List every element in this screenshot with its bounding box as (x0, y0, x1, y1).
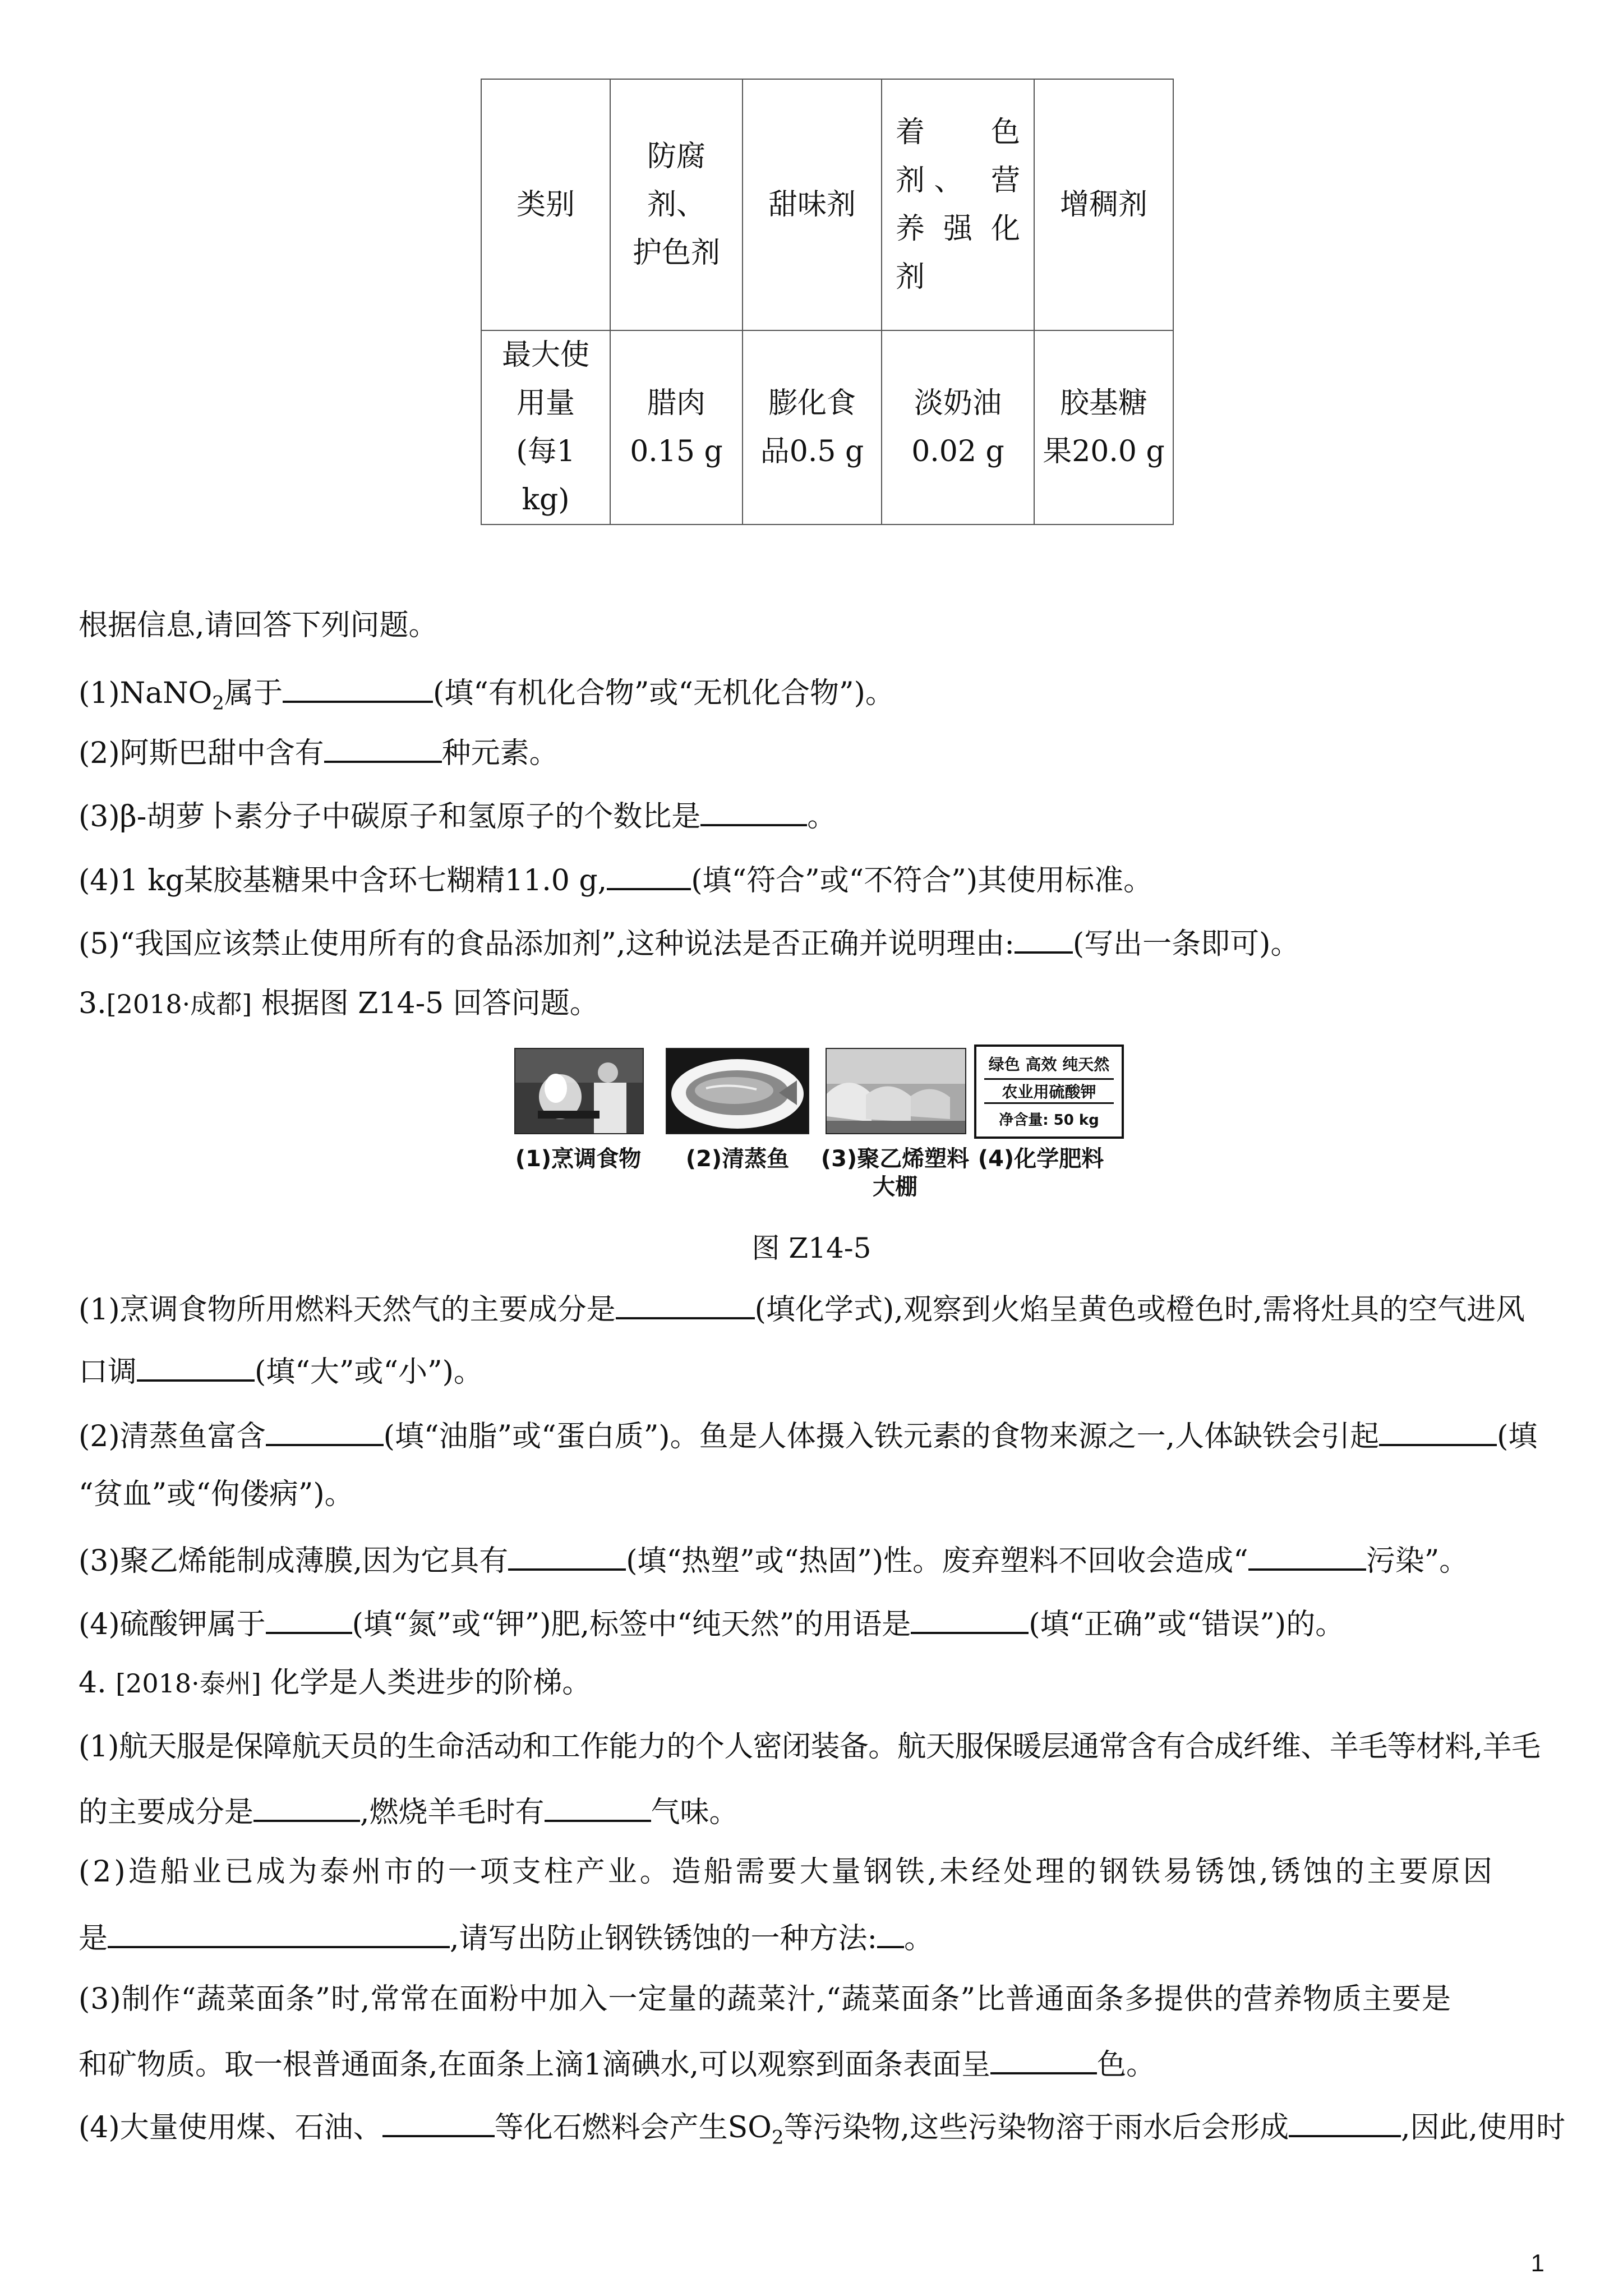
table-header-row (481, 79, 1173, 330)
q4-part4: (4)大量使用煤、石油、 等化石燃料会产生$SO_2$等污染物,这些污染物溶于雨水后会形成 ,因此,使用时 (79, 2104, 1548, 2158)
answer-blank[interactable] (607, 857, 691, 890)
figure-title: 图 Z14-5 (751, 1232, 872, 1264)
chef-cooking-image (515, 1049, 643, 1133)
answer-blank[interactable] (508, 1537, 626, 1571)
answer-blank[interactable] (283, 669, 433, 703)
greenhouse-image (827, 1049, 965, 1133)
table-cell: 甜味剂 (743, 79, 882, 330)
table-cell: 防腐剂、 护色剂 (610, 79, 743, 330)
figure-caption: (3)聚乙烯塑料 (820, 1146, 970, 1172)
answer-blank[interactable] (545, 1788, 651, 1822)
additives-table (481, 79, 1174, 525)
answer-blank[interactable] (382, 2104, 495, 2137)
answer-blank[interactable] (253, 1788, 360, 1822)
q2-part4: (4)1 kg某胶基糖果中含环七糊精11.0 g, (填“符合”或“不符合”)其使用标准。 (79, 857, 1548, 901)
fish-photo (666, 1048, 809, 1134)
q2-part5: (5)“我国应该禁止使用所有的食品添加剂”,这种说法是否正确并说明理由: (写出一条即可)。 (79, 920, 1548, 965)
answer-blank[interactable] (990, 2041, 1097, 2074)
q3-part1-cont: 口调 (填“大”或“小”)。 (79, 1348, 1548, 1393)
answer-blank[interactable] (1015, 920, 1073, 954)
table-cell: 增稠剂 (1034, 79, 1173, 330)
greenhouse-photo (826, 1048, 966, 1134)
q2-intro: 根据信息,请回答下列问题。 (79, 609, 438, 642)
q3-part1: (1)烹调食物所用燃料天然气的主要成分是 (填化学式),观察到火焰呈黄色或橙色时,需将灶具的空气进风 (79, 1286, 1548, 1331)
figure-caption: (2)清蒸鱼 (685, 1146, 790, 1172)
answer-blank[interactable] (1248, 1537, 1366, 1571)
page-number: 1 (1530, 2249, 1544, 2277)
table-row (481, 330, 1173, 524)
q4-stem: 4. [2018·泰州] 化学是人类进步的阶梯。 (79, 1666, 592, 1700)
figure-caption: (1)烹调食物 (515, 1146, 642, 1172)
q4-part3-cont: 和矿物质。取一根普通面条,在面条上滴1滴碘水,可以观察到面条表面呈 色。 (79, 2041, 1548, 2086)
fertilizer-label: 绿色 高效 纯天然 农业用硫酸钾 净含量: 50 kg (974, 1045, 1124, 1139)
answer-blank[interactable] (324, 729, 442, 763)
answer-blank[interactable] (266, 1600, 352, 1634)
figure-caption: 大棚 (873, 1174, 917, 1200)
answer-blank[interactable] (1379, 1412, 1497, 1446)
table-cell: 腊肉 0.15 g (610, 330, 743, 524)
q2-part3: (3)β-胡萝卜素分子中碳原子和氢原子的个数比是 。 (79, 793, 1548, 838)
answer-blank[interactable] (266, 1412, 384, 1446)
q3-stem: 3.[2018·成都] 根据图 Z14-5 回答问题。 (79, 987, 599, 1020)
q4-part1: (1)航天服是保障航天员的生命活动和工作能力的个人密闭装备。航天服保暖层通常含有合成纤维、羊毛等材料,羊毛 (79, 1730, 1541, 1764)
q3-part4: (4)硫酸钾属于 (填“氮”或“钾”)肥,标签中“纯天然”的用语是 (填“正确”或“错误”)的。 (79, 1600, 1548, 1645)
q3-part3: (3)聚乙烯能制成薄膜,因为它具有 (填“热塑”或“热固”)性。废弃塑料不回收会造成“ 污染”。 (79, 1537, 1548, 1582)
table-cell: 淡奶油 0.02 g (882, 330, 1034, 524)
q3-part2-cont: “贫血”或“佝偻病”)。 (79, 1478, 354, 1511)
table-cell: 胶基糖 果20.0 g (1034, 330, 1173, 524)
cooking-photo (514, 1048, 644, 1134)
answer-blank[interactable] (700, 793, 807, 826)
answer-blank[interactable] (137, 1348, 255, 1382)
table-cell: 最大使 用量 (每1 kg) (481, 330, 610, 524)
q4-part2: (2)造船业已成为泰州市的一项支柱产业。造船需要大量钢铁,未经处理的钢铁易锈蚀,锈蚀的主要原因 (79, 1855, 1495, 1889)
q4-part2-cont: 是 ,请写出防止钢铁锈蚀的一种方法: 。 (79, 1915, 1548, 1959)
answer-blank[interactable] (616, 1286, 755, 1319)
answer-blank[interactable] (877, 1915, 904, 1948)
answer-blank[interactable] (1289, 2104, 1401, 2137)
q4-part3: (3)制作“蔬菜面条”时,常常在面粉中加入一定量的蔬菜汁,“蔬菜面条”比普通面条多提供的营养物质主要是 (79, 1982, 1452, 2016)
steamed-fish-image (667, 1049, 808, 1133)
table-cell: 类别 (481, 79, 610, 330)
q2-part2: (2)阿斯巴甜中含有 种元素。 (79, 729, 1548, 774)
answer-blank[interactable] (108, 1915, 450, 1948)
figure-caption: (4)化学肥料 (978, 1146, 1104, 1172)
table-cell: 着 色 剂、 营 养 强 化 剂 (882, 79, 1034, 330)
q4-part1-cont: 的主要成分是 ,燃烧羊毛时有 气味。 (79, 1788, 1548, 1833)
table-cell: 膨化食 品0.5 g (743, 330, 882, 524)
q3-part2: (2)清蒸鱼富含 (填“油脂”或“蛋白质”)。鱼是人体摄入铁元素的食物来源之一,人体缺铁会引起 (填 (79, 1412, 1548, 1457)
answer-blank[interactable] (911, 1600, 1029, 1634)
q2-part1: (1)NaNO$_2$属于 (填“有机化合物”或“无机化合物”)。 (79, 669, 1548, 724)
